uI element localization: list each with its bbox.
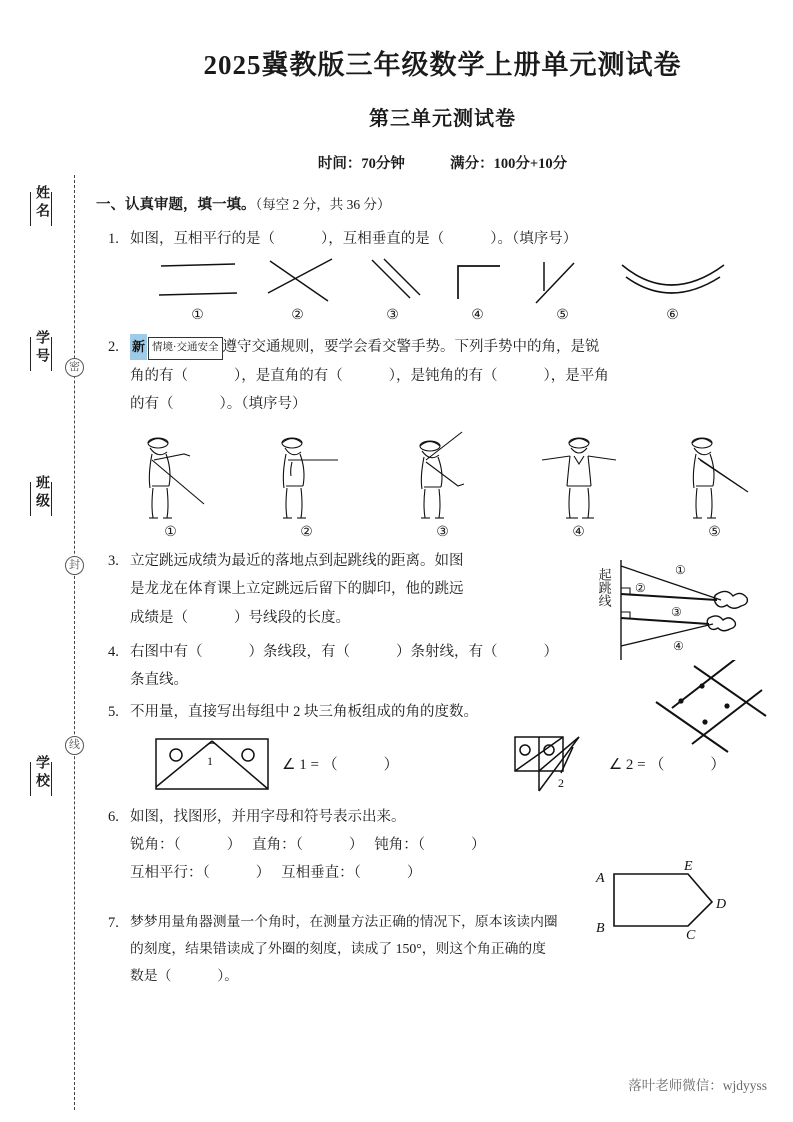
question-4-text-d: ） [543, 643, 558, 660]
q2-label-5: ⑤ [708, 525, 721, 541]
section-1-heading [92, 193, 793, 214]
question-7-number: 7. [108, 915, 119, 932]
question-4-text-c: ）条射线，有（ [396, 643, 498, 660]
q6-vertex-b: B [596, 921, 605, 936]
question-6-number: 6. [108, 808, 119, 825]
q1-figure-1 [148, 257, 248, 324]
q2-label-2: ② [300, 525, 313, 541]
question-4-text-b: ）条线段，有（ [248, 643, 350, 660]
seal-dashed-line [74, 175, 75, 1110]
document-body [92, 0, 793, 990]
q6-vertex-c: C [686, 928, 696, 940]
question-5-number: 5. [108, 704, 119, 721]
seal-sidebar [0, 0, 92, 1122]
q1-label-5: ⑤ [556, 308, 569, 324]
section-1-title: 一、认真审题，填一填。 [96, 197, 256, 213]
q3-label-2: ② [634, 581, 646, 595]
q2-police-4 [540, 430, 618, 541]
question-7 [92, 909, 793, 990]
q2-police-1 [132, 430, 210, 541]
seal-label-name: 姓名 [30, 185, 52, 233]
question-3-line-3a: 成绩是（ [130, 609, 188, 626]
question-7-line-1: 梦梦用量角器测量一个角时，在测量方法正确的情况下，原本该读内圈 [130, 914, 558, 930]
question-2-text-e: ），是平角 [543, 367, 609, 384]
question-2-text-b: 角的有（ [130, 367, 188, 384]
question-6-parallel-label: 互相平行：（ [130, 865, 210, 882]
new-badge: 新 [130, 334, 147, 359]
q1-label-3: ③ [386, 308, 399, 324]
question-2-text-g: ）。（填序号） [219, 395, 307, 412]
q1-figure-3 [348, 257, 438, 324]
q2-police-2 [268, 430, 346, 541]
seal-char-feng: 封 [65, 556, 84, 575]
q5-angle-2-label: 2 [557, 775, 564, 790]
question-3-line-1: 立定跳远成绩为最近的落地点到起跳线的距离。如图 [130, 553, 464, 570]
footer-watermark: 落叶老师微信：wjdyyss [628, 1078, 767, 1093]
q5-angle-2-expr: ∠ 2 = （ ） [608, 757, 726, 774]
question-3-number: 3. [108, 553, 119, 570]
q1-label-1: ① [191, 308, 204, 324]
exam-score: 满分：100分+10分 [450, 156, 568, 172]
question-1-figures [92, 257, 793, 324]
question-6-perp-label: 互相垂直：（ [281, 865, 361, 882]
q2-police-3 [404, 430, 482, 541]
question-5 [92, 698, 793, 726]
q2-label-1: ① [164, 525, 177, 541]
q5-angle-1-label: 1 [207, 753, 213, 768]
question-2-text-d: ），是钝角的有（ [388, 367, 498, 384]
question-4-text-a: 右图中有（ [130, 643, 203, 660]
question-2-number: 2. [108, 339, 119, 356]
q1-label-4: ④ [471, 308, 484, 324]
q6-vertex-e: E [684, 860, 693, 874]
question-2-text-a: 遵守交通规则，要学会看交警手势。下列手势中的角，是锐 [222, 339, 600, 356]
question-3-line-2: 是龙龙在体育课上立定跳远后留下的脚印，他的跳远 [130, 581, 464, 598]
question-2-text-f: 的有（ [130, 395, 174, 412]
q2-label-3: ③ [436, 525, 449, 541]
question-5-text: 不用量，直接写出每组中 2 块三角板组成的角的度数。 [130, 704, 478, 721]
question-7-line-3a: 数是（ [130, 968, 172, 984]
q3-label-4: ④ [672, 639, 684, 653]
question-2-figures [92, 430, 793, 541]
seal-char-xian: 线 [65, 736, 84, 755]
seal-label-class: 班级 [30, 475, 52, 523]
exam-meta [92, 152, 793, 173]
question-1 [92, 225, 793, 253]
q3-takeoff-line-label: 起跳线 [596, 568, 612, 607]
page-title: 2025冀教版三年级数学上册单元测试卷 [203, 50, 682, 80]
question-6-line-1: 如图，找图形，并用字母和符号表示出来。 [130, 808, 406, 825]
context-tag-badge: 情境·交通安全 [148, 337, 223, 359]
question-6-obtuse-label: 钝角：（ [374, 836, 425, 853]
q1-figure-2 [248, 257, 348, 324]
q1-figure-4 [438, 257, 518, 324]
question-1-number: 1. [108, 231, 119, 247]
question-4-number: 4. [108, 643, 119, 660]
q5-angle-1-expr: ∠ 1 = （ ） [282, 757, 399, 774]
page-subtitle: 第三单元测试卷 [369, 108, 516, 130]
q1-figure-5 [518, 257, 608, 324]
question-6-acute-label: 锐角：（ [130, 836, 181, 853]
q5-figure-left [152, 735, 399, 793]
q6-vertex-d: D [716, 897, 727, 912]
question-6: 6. 如图，找图形，并用字母和符号表示出来。 锐角：（ ） 直角：（ ） 钝角：（ ） 互相平行：（ ） 互相垂直：（ ） [92, 803, 793, 888]
q3-label-3: ③ [670, 605, 682, 619]
q1-figure-6 [608, 257, 738, 324]
question-1-text-a: 如图，互相平行的是（ [130, 231, 275, 247]
seal-label-id: 学号 [30, 330, 52, 378]
question-3-line-3b: ）号线段的长度。 [234, 609, 350, 626]
question-1-text-b: ），互相垂直的是（ [321, 231, 445, 247]
seal-label-school: 学校 [30, 755, 52, 803]
question-7-line-2: 的刻度，结果错读成了外圈的刻度，读成了 150°，则这个角正确的度 [130, 941, 546, 957]
q1-label-2: ② [291, 308, 304, 324]
q3-label-1: ① [674, 563, 686, 577]
question-7-line-3b: ）。 [217, 968, 239, 984]
exam-time: 时间：70分钟 [317, 156, 405, 172]
question-2 [92, 333, 793, 418]
section-1-points: （每空 2 分，共 36 分） [255, 197, 391, 212]
q1-label-6: ⑥ [666, 308, 679, 324]
question-1-text-c: ）。（填序号） [490, 231, 578, 247]
question-4-line-2: 条直线。 [130, 672, 188, 689]
question-6-right-label: 直角：（ [252, 836, 303, 853]
question-2-text-c: ），是直角的有（ [234, 367, 343, 384]
seal-char-mi: 密 [65, 358, 84, 377]
q2-police-5 [676, 430, 754, 541]
q6-vertex-a: A [596, 871, 605, 886]
q2-label-4: ④ [572, 525, 585, 541]
